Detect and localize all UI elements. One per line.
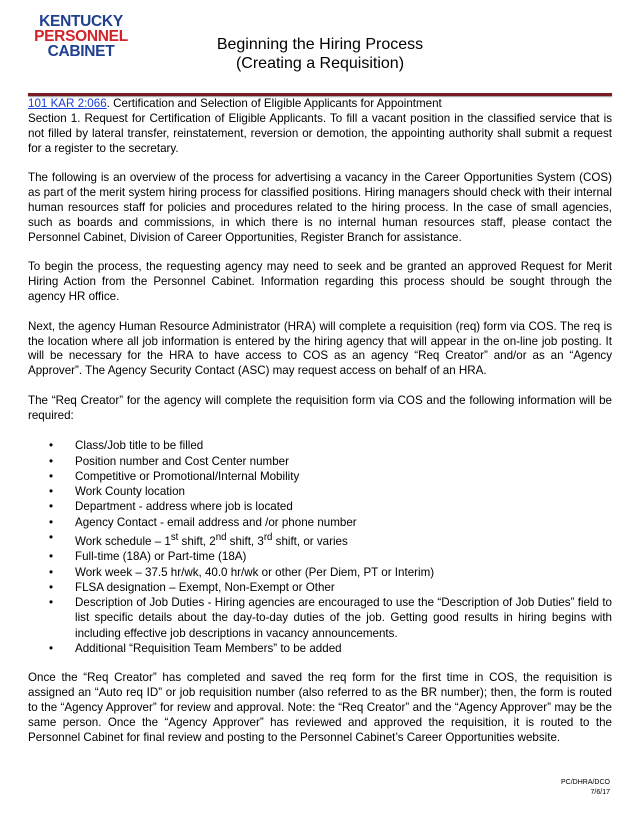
kentucky-personnel-cabinet-logo bbox=[30, 14, 132, 59]
list-item: • Full-time (18A) or Part-time (18A) bbox=[49, 550, 247, 564]
title-line-1: Beginning the Hiring Process bbox=[216, 36, 424, 53]
logo-line-cabinet: CABINET bbox=[47, 43, 115, 60]
document-body bbox=[28, 97, 612, 760]
bullet-icon: • bbox=[49, 550, 54, 564]
list-item: • Description of Job Duties - Hiring agencies are encouraged to use the “Description of Job Duties” field to list specific details about the day-to-day duties of the job. Getting good results in hiring begins with including effective job descriptions in vacancy announcements. bbox=[49, 596, 612, 640]
regulation-link[interactable]: 101 KAR 2:066 bbox=[28, 97, 107, 110]
list-item: • Agency Contact - email address and /or phone number bbox=[49, 515, 357, 529]
regulation-paragraph bbox=[28, 97, 612, 157]
hra-requisition-paragraph: Next, the agency Human Resource Administrator (HRA) will complete a requisition (req) form via COS. The req is the location where all job information is entered by the hiring agency that will appear in the on-line job posting. It will be necessary for the HRA to have access to COS as an agency “Req Creator” and/or as an “Agency Approver”. The Agency Security Contact (ASC) may request access on behalf of an HRA. bbox=[28, 319, 612, 378]
bullet-icon: • bbox=[49, 531, 54, 545]
page-title bbox=[150, 35, 490, 73]
bullet-icon: • bbox=[49, 580, 54, 594]
req-creator-paragraph: The “Req Creator” for the agency will complete the requisition form via COS and the following information will be required: bbox=[28, 393, 612, 422]
bullet-icon: • bbox=[49, 596, 54, 610]
regulation-section-text: Section 1. Request for Certification of Eligible Applicants. To fill a vacant position in the classified service that is not filled by lateral transfer, reinstatement, reversion or demotion, the appointing authority shall submit a request for a register to the secretary. bbox=[28, 111, 612, 155]
list-item: • FLSA designation – Exempt, Non-Exempt or Other bbox=[49, 580, 335, 594]
header-divider bbox=[28, 93, 612, 96]
bullet-icon: • bbox=[49, 439, 54, 453]
list-item: • Position number and Cost Center number bbox=[49, 454, 289, 468]
footer-office-code: PC/DHRA/DCO bbox=[560, 779, 610, 786]
document-footer bbox=[561, 778, 610, 798]
list-item: • Additional “Requisition Team Members” to be added bbox=[49, 642, 342, 655]
requirements-list bbox=[28, 438, 612, 656]
regulation-heading: . Certification and Selection of Eligible Applicants for Appointment bbox=[106, 97, 442, 110]
footer-date: 7/6/17 bbox=[590, 789, 610, 796]
list-item-work-schedule: • Work schedule – 1st shift, 2nd shift, 3rd shift, or varies bbox=[49, 531, 348, 548]
closing-paragraph: Once the “Req Creator” has completed and saved the req form for the first time in COS, the requisition is assigned an “Auto req ID” or job requisition number (also referred to as the BR number); then, the form is routed to the “Agency Approver” for review and approval. Note: the “Req Creator” and the “Agency Approver” may be the same person. Once the “Agency Approver” has reviewed and approved the requisition, it is routed to the Personnel Cabinet for final review and posting to the Personnel Cabinet’s Career Opportunities website. bbox=[28, 671, 612, 744]
bullet-icon: • bbox=[49, 454, 54, 468]
list-item: • Work week – 37.5 hr/wk, 40.0 hr/wk or other (Per Diem, PT or Interim) bbox=[49, 565, 435, 579]
list-item: • Competitive or Promotional/Internal Mobility bbox=[49, 469, 300, 483]
list-item: • Class/Job title to be filled bbox=[49, 439, 204, 453]
overview-paragraph: The following is an overview of the process for advertising a vacancy in the Career Opportunities System (COS) as part of the merit system hiring process for classified positions. Hiring managers should check with their internal human resources staff for policies and procedures related to the hiring process. In the case of small agencies, such as boards and commissions, in which there is no internal human resources staff, please contact the Personnel Cabinet, Division of Career Opportunities, Register Branch for assistance. bbox=[28, 171, 612, 244]
list-item: • Work County location bbox=[49, 485, 185, 499]
title-line-2: (Creating a Requisition) bbox=[235, 55, 405, 72]
bullet-icon: • bbox=[49, 565, 54, 579]
logo-line-personnel: PERSONNEL bbox=[34, 28, 128, 45]
list-item: • Department - address where job is located bbox=[49, 500, 293, 514]
bullet-icon: • bbox=[49, 469, 54, 483]
bullet-icon: • bbox=[49, 642, 54, 655]
begin-process-paragraph: To begin the process, the requesting agency may need to seek and be granted an approved Request for Merit Hiring Action from the Personnel Cabinet. Information regarding this process should be sought through the agency HR office. bbox=[28, 260, 612, 304]
bullet-icon: • bbox=[49, 500, 54, 514]
logo-line-kentucky: KENTUCKY bbox=[39, 13, 123, 30]
bullet-icon: • bbox=[49, 485, 54, 499]
bullet-icon: • bbox=[49, 515, 54, 529]
